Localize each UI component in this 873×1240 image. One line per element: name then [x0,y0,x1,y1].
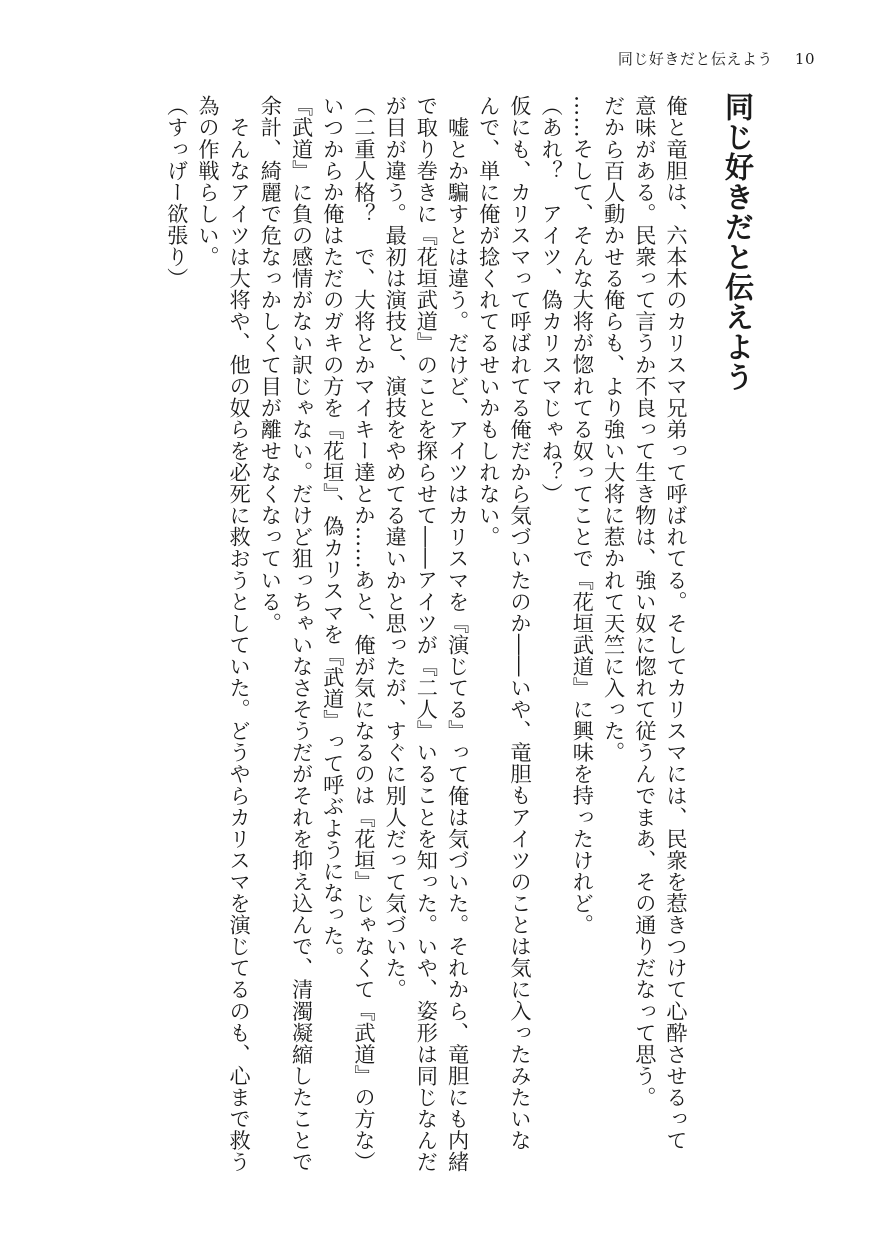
text-line: （すっげー欲張り） [164,95,190,289]
text-line: んで、単に俺が捻くれてるせいかもしれない。 [476,95,502,548]
text-line: 俺と竜胆は、六本木のカリスマ兄弟って呼ばれてる。そしてカリスマには、民衆を惹きつけて心酔させるって [664,95,689,1151]
running-title: 同じ好きだと伝えよう [617,50,773,68]
text-line: 為の作戦らしい。 [195,95,221,268]
body-text [100,95,692,1173]
text-line: いつからか俺はただのガキの方を『花垣』、偽カリスマを『武道』って呼ぶようになった。 [320,95,346,968]
text-line: 意味がある。民衆って言うか不良って生き物は、強い奴に惚れて従うんでまあ、その通りだなって思う。 [632,95,658,1108]
text-line: だから百人動かせる俺らも、より強い大将に惹かれて天竺に入った。 [601,95,627,764]
text-line: 嘘とか騙すとは違う。だけど、アイツはカリスマを『演じてる』って俺は気づいた。それから、竜胆にも内緒 [445,95,471,1173]
text-line: （二重人格？ で、大将とかマイキー達とか……あと、俺が気になるのは『花垣』じゃなくて『武道』の方な） [351,95,377,1173]
text-line: で取り巻きに『花垣武道』のことを探らせて――アイツが『二人』いることを知った。いや、姿形は同じなんだ [414,95,440,1173]
text-line: 『武道』に負の感情がない訳じゃない。だけど狙っちゃいなさそうだがそれを抑え込んで、清濁凝縮したことで [289,95,315,1173]
text-line: 仮にも、カリスマって呼ばれてる俺だから気づいたのか――いや、竜胆もアイツのことは気に入ったみたいな [507,95,533,1151]
text-line: 余計、綺麗で危なっかしくて目が離せなくなっている。 [258,95,284,634]
text-line: が目が違う。最初は演技と、演技をやめてる違いかと思ったが、すぐに別人だって気づいた。 [383,95,409,1001]
running-header [618,48,815,69]
text-line: そんなアイツは大将や、他の奴らを必死に救おうとしていた。どうやらカリスマを演じてるのも、心まで救う [227,95,253,1173]
text-line: ……そして、そんな大将が惚れてる奴ってことで『花垣武道』に興味を持ったけれど。 [570,95,596,936]
text-line: （あれ？ アイツ、偽カリスマじゃね？） [539,95,565,505]
chapter-title: 同じ好きだと伝えよう [721,92,755,392]
page-number: 10 [794,50,815,68]
